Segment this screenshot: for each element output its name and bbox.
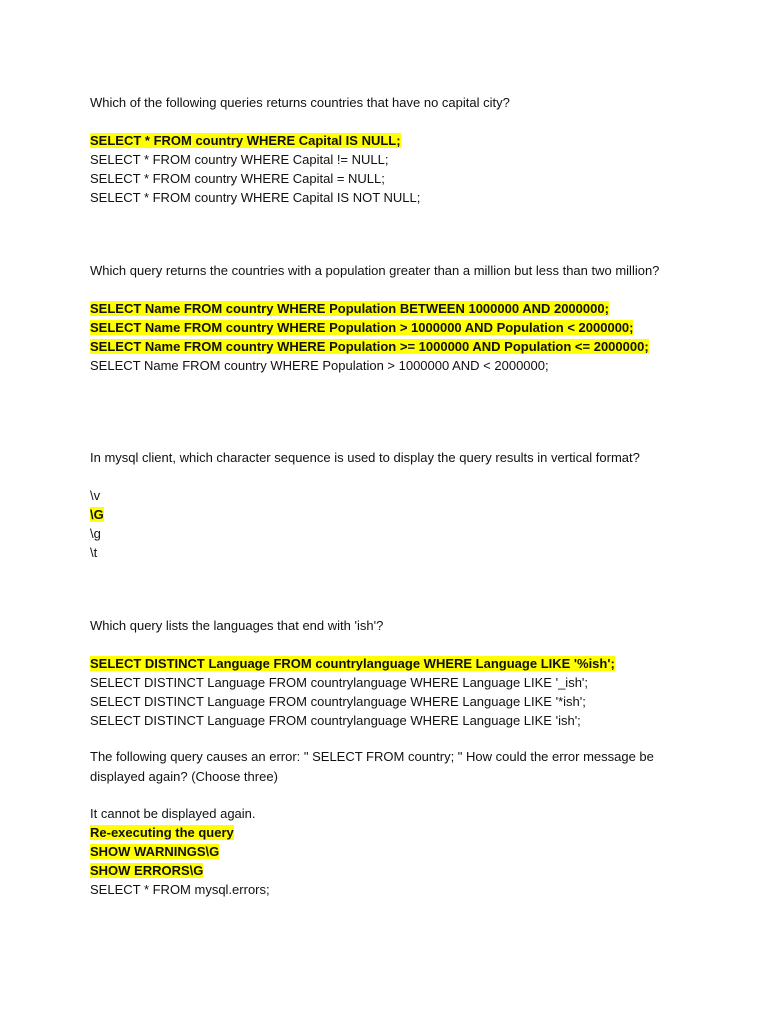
answer-option bbox=[90, 654, 690, 673]
question-text: Which query returns the countries with a population greater than a million but less than two million? bbox=[90, 263, 660, 278]
answer-option: SELECT * FROM country WHERE Capital IS NOT NULL; bbox=[90, 189, 421, 205]
answer-option bbox=[90, 337, 690, 356]
question-block-5 bbox=[90, 747, 690, 899]
correct-answer-highlight: SHOW WARNINGS\G bbox=[90, 844, 220, 859]
answer-option: \g bbox=[90, 525, 101, 541]
correct-answer-highlight: SELECT Name FROM country WHERE Population > 1000000 AND Population < 2000000; bbox=[90, 319, 634, 335]
answer-option: It cannot be displayed again. bbox=[90, 806, 256, 821]
correct-answer-highlight: \G bbox=[90, 506, 104, 522]
question-block-3 bbox=[90, 448, 690, 562]
answer-option: \t bbox=[90, 544, 98, 560]
answer-option bbox=[90, 823, 690, 842]
question-text: Which query lists the languages that end with 'ish'? bbox=[90, 618, 384, 633]
answer-option bbox=[90, 842, 690, 861]
correct-answer-highlight: SELECT DISTINCT Language FROM countrylanguage WHERE Language LIKE '%ish'; bbox=[90, 655, 615, 671]
answer-option: SELECT * FROM country WHERE Capital != NULL; bbox=[90, 151, 389, 167]
question-block-2 bbox=[90, 261, 690, 375]
answer-option: SELECT * FROM mysql.errors; bbox=[90, 882, 270, 897]
answer-option: SELECT DISTINCT Language FROM countrylanguage WHERE Language LIKE '_ish'; bbox=[90, 674, 589, 690]
answer-option: SELECT DISTINCT Language FROM countrylanguage WHERE Language LIKE '*ish'; bbox=[90, 693, 586, 709]
correct-answer-highlight: SELECT Name FROM country WHERE Population >= 1000000 AND Population <= 2000000; bbox=[90, 338, 649, 354]
correct-answer-highlight: SELECT * FROM country WHERE Capital IS NULL; bbox=[90, 132, 401, 148]
answer-option bbox=[90, 505, 690, 524]
answer-option bbox=[90, 299, 690, 318]
answer-option: SELECT DISTINCT Language FROM countrylanguage WHERE Language LIKE 'ish'; bbox=[90, 712, 581, 728]
correct-answer-highlight: SHOW ERRORS\G bbox=[90, 863, 204, 878]
correct-answer-highlight: SELECT Name FROM country WHERE Population BETWEEN 1000000 AND 2000000; bbox=[90, 300, 609, 316]
question-block-4 bbox=[90, 616, 690, 730]
answer-option bbox=[90, 131, 690, 150]
question-text: The following query causes an error: " SELECT FROM country; " How could the error message be displayed again? (Choose three) bbox=[90, 749, 654, 784]
answer-option bbox=[90, 861, 690, 880]
answer-option bbox=[90, 318, 690, 337]
answer-option: \v bbox=[90, 487, 101, 503]
question-block-1 bbox=[90, 93, 690, 207]
question-text: Which of the following queries returns countries that have no capital city? bbox=[90, 95, 510, 110]
answer-option: SELECT Name FROM country WHERE Population > 1000000 AND < 2000000; bbox=[90, 357, 549, 373]
answer-option: SELECT * FROM country WHERE Capital = NULL; bbox=[90, 170, 385, 186]
question-text: In mysql client, which character sequence is used to display the query results in vertical format? bbox=[90, 450, 640, 465]
correct-answer-highlight: Re-executing the query bbox=[90, 825, 234, 840]
